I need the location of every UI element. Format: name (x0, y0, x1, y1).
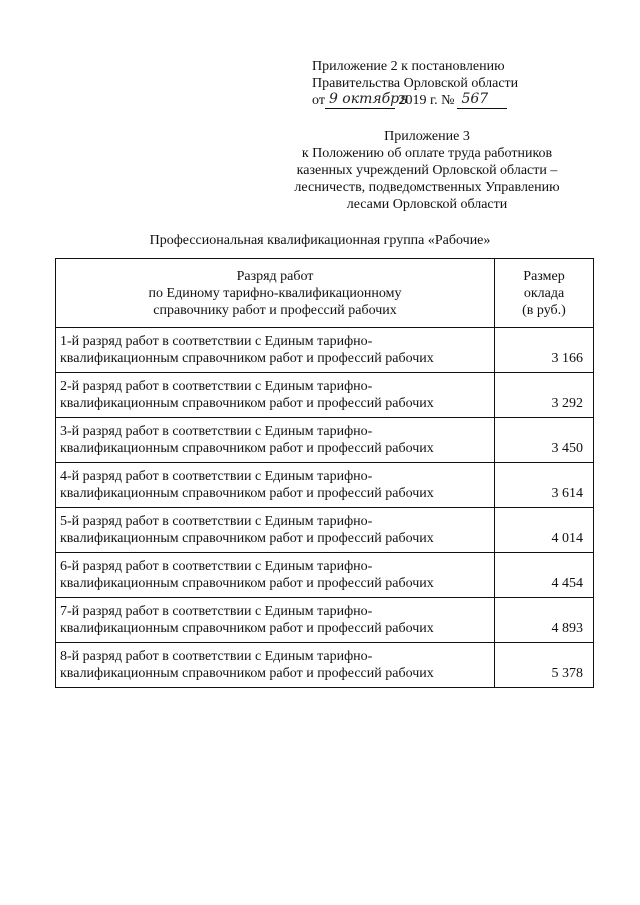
row-category: 1-й разряд работ в соответствии с Единым тарифно- квалификационным справочником работ и профессий рабочих (56, 328, 495, 373)
table-row (56, 643, 594, 688)
annex-2-title: Приложение 2 к постановлению (312, 59, 505, 74)
table-row (56, 553, 594, 598)
header-salary: Размер оклада (в руб.) (495, 259, 594, 328)
date-prefix: от (312, 93, 325, 108)
row-category: 3-й разряд работ в соответствии с Единым тарифно- квалификационным справочником работ и профессий рабочих (56, 418, 495, 463)
row-category: 5-й разряд работ в соответствии с Единым тарифно- квалификационным справочником работ и профессий рабочих (56, 508, 495, 553)
annex-3-header (262, 128, 592, 213)
row-category: 8-й разряд работ в соответствии с Единым тарифно- квалификационным справочником работ и профессий рабочих (56, 643, 495, 688)
table-row (56, 328, 594, 373)
date-year: 2019 г. № (398, 93, 455, 108)
row-category: 2-й разряд работ в соответствии с Единым тарифно- квалификационным справочником работ и профессий рабочих (56, 373, 495, 418)
annex-3-line-4: лесничеств, подведомственных Управлению (294, 180, 560, 195)
annex-3-line-3: казенных учреждений Орловской области – (296, 163, 558, 178)
row-salary: 3 614 (495, 463, 594, 508)
salary-table (55, 258, 594, 688)
table-header-row (56, 259, 594, 328)
header-work-category: Разряд работ по Единому тарифно-квалификационному справочнику работ и профессий рабочих (56, 259, 495, 328)
row-salary: 4 893 (495, 598, 594, 643)
table-row (56, 373, 594, 418)
group-title: Профессиональная квалификационная группа «Рабочие» (149, 233, 491, 248)
handwritten-doc-number: 567 (457, 91, 507, 109)
row-salary: 4 454 (495, 553, 594, 598)
row-salary: 3 450 (495, 418, 594, 463)
row-category: 4-й разряд работ в соответствии с Единым тарифно- квалификационным справочником работ и профессий рабочих (56, 463, 495, 508)
annex-2-date-line (312, 92, 562, 110)
row-salary: 3 292 (495, 373, 594, 418)
annex-2-header (312, 58, 562, 110)
table-row (56, 463, 594, 508)
row-category: 7-й разряд работ в соответствии с Единым тарифно- квалификационным справочником работ и профессий рабочих (56, 598, 495, 643)
annex-3-line-2: к Положению об оплате труда работников (301, 146, 553, 161)
handwritten-date: 9 октября (325, 91, 395, 109)
row-category: 6-й разряд работ в соответствии с Единым тарифно- квалификационным справочником работ и профессий рабочих (56, 553, 495, 598)
table-row (56, 598, 594, 643)
annex-3-line-5: лесами Орловской области (346, 197, 508, 212)
annex-2-authority: Правительства Орловской области (312, 76, 519, 91)
table-row (56, 508, 594, 553)
row-salary: 3 166 (495, 328, 594, 373)
annex-3-title: Приложение 3 (384, 129, 470, 144)
row-salary: 4 014 (495, 508, 594, 553)
table-row (56, 418, 594, 463)
row-salary: 5 378 (495, 643, 594, 688)
